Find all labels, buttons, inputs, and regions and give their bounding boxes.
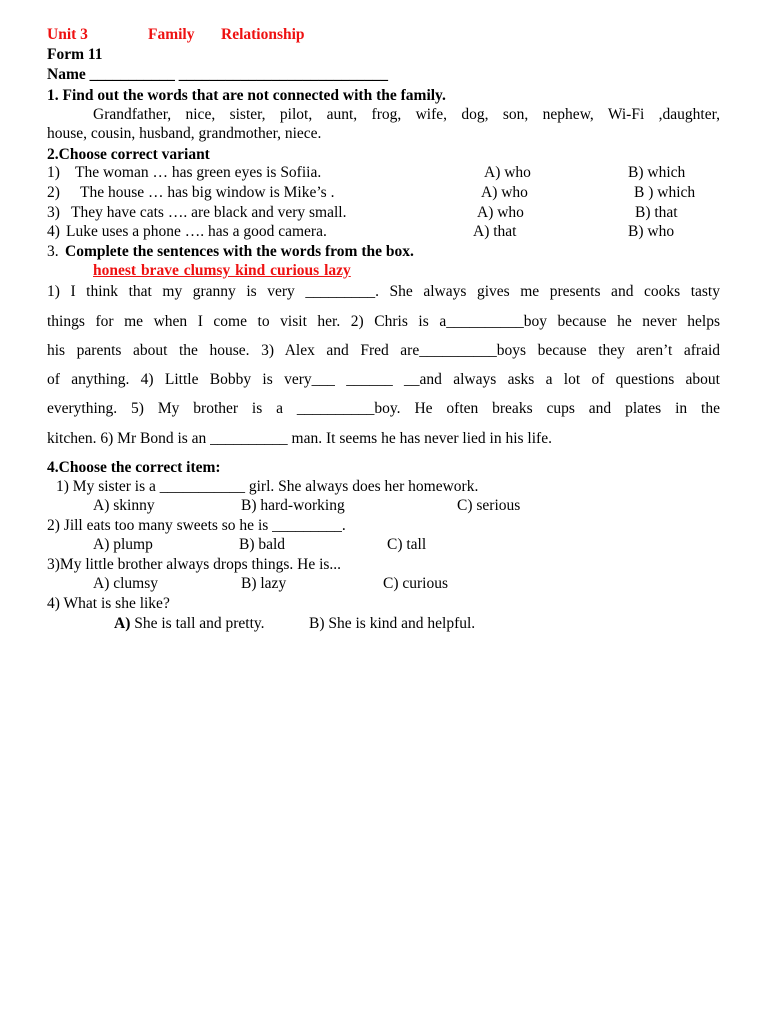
ex3-text-line-6: kitchen. 6) Mr Bond is an __________ man. It seems he has never lied in his life. bbox=[47, 430, 552, 447]
ex2-item-2-text: The house … has big window is Mike’s . bbox=[80, 184, 335, 201]
ex4-q2-option-b: B) bald bbox=[239, 536, 286, 553]
ex3-text-line-4: of anything. 4) Little Bobby is very___ ______ __and always asks a lot of questions about bbox=[47, 371, 720, 388]
ex4-q3-option-c: C) curious bbox=[383, 575, 449, 592]
name-field-label: Name ___________ ___________________________ bbox=[47, 66, 388, 83]
ex4-q1-text: 1) My sister is a ___________ girl. She always does her homework. bbox=[56, 478, 479, 495]
ex4-q3-option-a: A) clumsy bbox=[93, 575, 159, 592]
ex2-item-1-option-b: B) which bbox=[628, 164, 686, 181]
ex3-title-number: 3. bbox=[47, 243, 59, 260]
ex2-item-2-option-a: A) who bbox=[481, 184, 528, 201]
ex2-item-1-option-a: A) who bbox=[484, 164, 531, 181]
ex2-item-3-num: 3) bbox=[47, 204, 60, 221]
ex4-q2-option-c: C) tall bbox=[387, 536, 427, 553]
ex4-q1-option-a: A) skinny bbox=[93, 497, 155, 514]
ex2-item-2-num: 2) bbox=[47, 184, 60, 201]
ex4-q2-option-a: A) plump bbox=[93, 536, 153, 553]
ex4-q4-option-a bbox=[114, 615, 265, 633]
ex2-item-1-text: The woman … has green eyes is Sofiia. bbox=[75, 164, 322, 181]
ex3-text-line-1: 1) I think that my granny is very _________. She always gives me presents and cooks tasty bbox=[47, 283, 720, 300]
ex2-item-4-num: 4) bbox=[47, 223, 60, 240]
ex2-item-4-text: Luke uses a phone …. has a good camera. bbox=[66, 223, 327, 240]
ex2-item-2-option-b: B ) which bbox=[634, 184, 696, 201]
ex4-q1-option-c: C) serious bbox=[457, 497, 521, 514]
ex3-title: Complete the sentences with the words from the box. bbox=[65, 243, 414, 260]
ex4-q3-option-b: B) lazy bbox=[241, 575, 287, 592]
ex2-item-4-option-b: B) who bbox=[628, 223, 675, 240]
ex2-item-1-num: 1) bbox=[47, 164, 60, 181]
ex1-title: 1. Find out the words that are not connected with the family. bbox=[47, 87, 446, 104]
ex3-text-line-5: everything. 5) My brother is a __________boy. He often breaks cups and plates in the bbox=[47, 400, 720, 417]
ex4-title: 4.Choose the correct item: bbox=[47, 459, 221, 476]
ex2-title: 2.Choose correct variant bbox=[47, 146, 210, 163]
form-label: Form 11 bbox=[47, 46, 103, 63]
ex1-words-line1: Grandfather, nice, sister, pilot, aunt, frog, wife, dog, son, nephew, Wi-Fi ,daughter, bbox=[93, 106, 720, 123]
ex3-text-line-3: his parents about the house. 3) Alex and Fred are__________boys because they aren’t afraid bbox=[47, 342, 720, 359]
ex3-text-line-2: things for me when I come to visit her. 2) Chris is a__________boy because he never helps bbox=[47, 313, 720, 330]
unit-label: Unit 3 bbox=[47, 26, 88, 43]
ex2-item-3-option-b: B) that bbox=[635, 204, 678, 221]
ex2-item-4-option-a: A) that bbox=[473, 223, 517, 240]
ex4-q2-text: 2) Jill eats too many sweets so he is _________. bbox=[47, 517, 346, 534]
ex2-item-3-text: They have cats …. are black and very small. bbox=[71, 204, 347, 221]
topic-relationship: Relationship bbox=[221, 26, 305, 43]
ex2-item-3-option-a: A) who bbox=[477, 204, 524, 221]
ex3-word-box: honest brave clumsy kind curious lazy bbox=[93, 262, 351, 279]
topic-family: Family bbox=[148, 26, 195, 43]
ex1-words-line2: house, cousin, husband, grandmother, niece. bbox=[47, 125, 322, 142]
ex4-q4-option-a-label: A) bbox=[114, 615, 131, 632]
ex4-q4-text: 4) What is she like? bbox=[47, 595, 170, 612]
ex4-q4-option-a-text: She is tall and pretty. bbox=[130, 615, 265, 632]
ex4-q4-option-b: B) She is kind and helpful. bbox=[309, 615, 476, 632]
ex4-q3-text: 3)My little brother always drops things. He is... bbox=[47, 556, 342, 573]
ex4-q1-option-b: B) hard-working bbox=[241, 497, 345, 514]
